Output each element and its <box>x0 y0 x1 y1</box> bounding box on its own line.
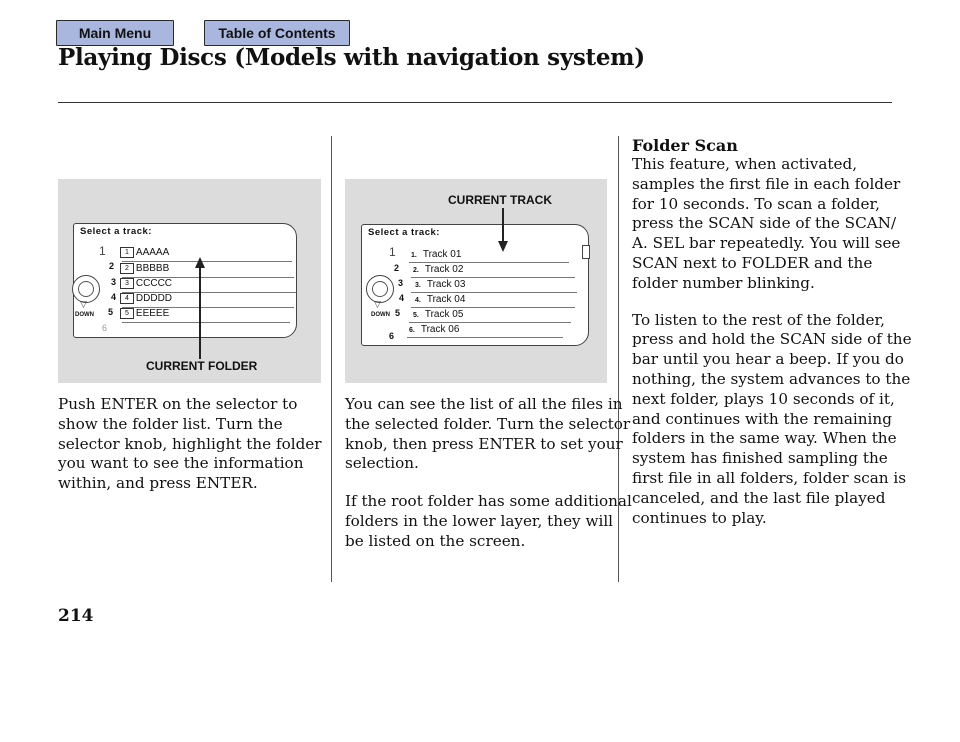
row-divider <box>122 261 292 262</box>
track-item: 2. Track 02 <box>413 264 464 275</box>
column-2-text <box>345 395 632 552</box>
row-divider <box>411 277 575 278</box>
folder-item: 1 AAAAA <box>120 247 169 260</box>
arrow-down-icon <box>498 241 508 252</box>
callout-line <box>502 208 504 242</box>
paragraph: To listen to the rest of the folder, press and hold the SCAN side of the bar until you hear a beep. If you do nothing, the system advances to the next folder, plays 10 seconds of it, and continues with the remaining folders in the same way. When the system has finished sampling the first file in all folders, folder scan is canceled, and the last file played continues to play. <box>632 310 912 527</box>
row-divider <box>122 322 290 323</box>
number-2: 2 <box>109 261 115 271</box>
current-folder-callout: CURRENT FOLDER <box>146 359 258 373</box>
number-4: 4 <box>399 293 405 303</box>
number-1: 1 <box>99 244 106 258</box>
row-divider <box>411 292 577 293</box>
folder-item: 3 CCCCC <box>120 278 172 291</box>
number-2: 2 <box>394 263 400 273</box>
page-title: Playing Discs (Models with navigation system) <box>58 44 645 71</box>
column-3-text <box>632 155 912 528</box>
column-1-text <box>58 395 322 494</box>
main-menu-button[interactable]: Main Menu <box>56 20 174 46</box>
folder-item: 5 EEEEE <box>120 308 169 321</box>
row-divider <box>409 322 571 323</box>
callout-line <box>199 267 201 359</box>
folder-item: 4 DDDDD <box>120 293 172 306</box>
title-rule <box>58 102 892 103</box>
paragraph: You can see the list of all the files in the selected folder. Turn the selector knob, then press ENTER to set your selection. <box>345 395 631 473</box>
number-5: 5 <box>395 308 401 318</box>
paragraph: If the root folder has some additional folders in the lower layer, they will be listed on the screen. <box>345 492 632 550</box>
paragraph: Push ENTER on the selector to show the folder list. Turn the selector knob, highlight the folder you want to see the information within, and press ENTER. <box>58 395 322 493</box>
down-label: DOWN <box>75 312 94 318</box>
screen-header: Select a track: <box>368 227 440 238</box>
scrollbar-thumb <box>582 245 590 259</box>
folder-list-figure <box>58 179 321 383</box>
track-item: 1. Track 01 <box>411 249 462 260</box>
screen-header: Select a track: <box>80 226 152 237</box>
table-of-contents-button[interactable]: Table of Contents <box>204 20 350 46</box>
folder-item: 2 BBBBB <box>120 263 169 276</box>
number-4: 4 <box>111 292 117 302</box>
row-divider <box>409 262 569 263</box>
track-list-figure <box>345 179 607 383</box>
track-item: 4. Track 04 <box>415 294 466 305</box>
paragraph: This feature, when activated, samples the first file in each folder for 10 seconds. To scan a folder, press the SCAN side of the SCAN/ A. SEL bar repeatedly. You will see SCAN next to FOLDER and the folder number blinking. <box>632 155 901 292</box>
down-triangle-icon: ▽ <box>80 300 87 310</box>
number-1: 1 <box>389 245 396 259</box>
down-triangle-icon: ▽ <box>374 300 381 310</box>
track-item: 6. Track 06 <box>409 324 460 335</box>
track-item: 5. Track 05 <box>413 309 464 320</box>
folder-list-screen <box>73 223 297 338</box>
row-divider <box>407 337 563 338</box>
down-label: DOWN <box>371 312 390 318</box>
selector-knob-icon <box>72 275 100 303</box>
number-5: 5 <box>108 307 114 317</box>
page-number: 214 <box>58 606 94 626</box>
number-6: 6 <box>389 331 395 341</box>
column-divider-1 <box>331 136 332 582</box>
selector-knob-icon <box>366 275 394 303</box>
number-6: 6 <box>102 323 108 333</box>
current-track-callout: CURRENT TRACK <box>448 193 552 207</box>
folder-scan-heading: Folder Scan <box>632 136 738 155</box>
number-3: 3 <box>111 277 117 287</box>
row-divider <box>411 307 575 308</box>
number-3: 3 <box>398 278 404 288</box>
track-list-screen <box>361 224 589 346</box>
track-item: 3. Track 03 <box>415 279 466 290</box>
